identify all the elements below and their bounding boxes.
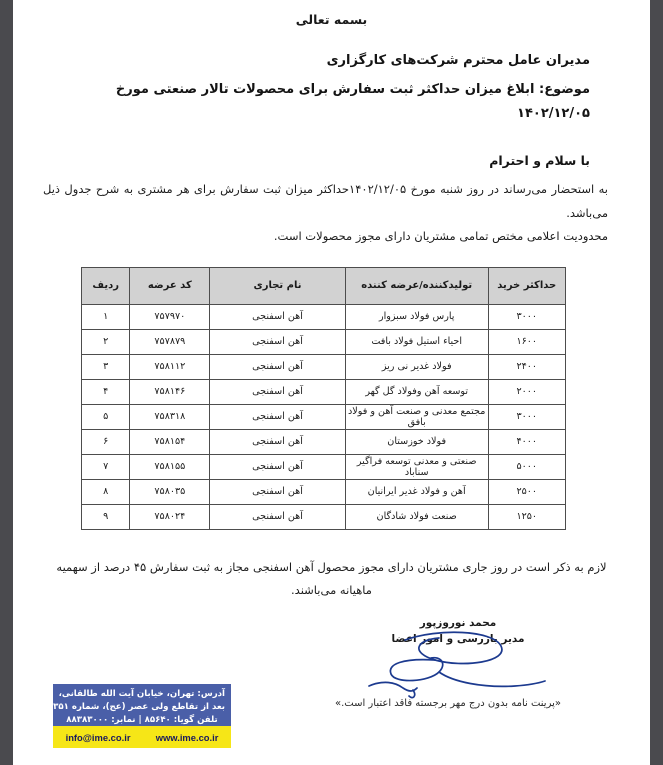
table-header-row: [82, 267, 566, 304]
cell-offer-code: ۷۵۷۸۷۹: [130, 329, 210, 354]
offers-table-body: [82, 304, 566, 529]
signature-block: [343, 616, 573, 648]
cell-row-number: ۴: [82, 379, 130, 404]
footer-website[interactable]: www.ime.co.ir: [155, 731, 219, 743]
letter-body: [13, 12, 650, 765]
cell-row-number: ۲: [82, 329, 130, 354]
cell-brand: آهن اسفنجی: [210, 404, 346, 429]
footer-email[interactable]: info@ime.co.ir: [65, 731, 131, 743]
cell-producer: مجتمع معدنی و صنعت آهن و فولاد بافق: [345, 404, 488, 429]
cell-brand: آهن اسفنجی: [210, 354, 346, 379]
table-row: [82, 504, 566, 529]
cell-max-purchase: ۱۲۵۰: [488, 504, 565, 529]
cell-max-purchase: ۴۰۰۰: [488, 429, 565, 454]
table-row: [82, 429, 566, 454]
cell-brand: آهن اسفنجی: [210, 504, 346, 529]
cell-producer: احیاء استیل فولاد بافت: [345, 329, 488, 354]
header-row-number: ردیف: [82, 267, 130, 304]
cell-max-purchase: ۳۰۰۰: [488, 304, 565, 329]
cell-offer-code: ۷۵۷۹۷۰: [130, 304, 210, 329]
intro-paragraph: [13, 178, 650, 249]
cell-max-purchase: ۲۵۰۰: [488, 479, 565, 504]
signer-name: محمد نوروزپور: [419, 616, 497, 629]
cell-offer-code: ۷۵۸۱۱۲: [130, 354, 210, 379]
cell-row-number: ۳: [82, 354, 130, 379]
intro-line-1: به استحضار می‌رساند در روز شنبه مورخ ۱۴۰۲/۱۲/۰۵حداکثر میزان ثبت سفارش برای هر مشتری به شرح جدول ذیل می‌باشد.: [43, 182, 608, 220]
offers-table-wrapper: [13, 267, 650, 530]
cell-producer: فولاد غدیر نی ریز: [345, 354, 488, 379]
cell-max-purchase: ۳۰۰۰: [488, 404, 565, 429]
cell-offer-code: ۷۵۸۰۲۴: [130, 504, 210, 529]
cell-brand: آهن اسفنجی: [210, 304, 346, 329]
footer-address-line-2: بعد از تقاطع ولی عصر (عج)، شماره ۳۵۱: [53, 701, 225, 712]
cell-row-number: ۶: [82, 429, 130, 454]
basmala-heading: بسمه تعالی: [295, 12, 368, 27]
header-brand: نام تجاری: [210, 267, 346, 304]
table-row: [82, 454, 566, 479]
cell-brand: آهن اسفنجی: [210, 379, 346, 404]
intro-line-2: محدودیت اعلامی مختص تمامی مشتریان دارای مجوز محصولات است.: [273, 229, 608, 244]
table-row: [82, 404, 566, 429]
cell-offer-code: ۷۵۸۱۵۴: [130, 429, 210, 454]
closing-paragraph: لازم به ذکر است در روز جاری مشتریان دارای مجوز محصول آهن اسفنجی مجاز به ثبت سفارش ۴۵ درصد از سهمیه ماهیانه می‌باشند.: [56, 559, 607, 597]
footer-address-line-1: آدرس: تهران، خیابان آیت الله طالقانی،: [58, 689, 225, 699]
cell-offer-code: ۷۵۸۱۵۵: [130, 454, 210, 479]
cell-producer: آهن و فولاد غدیر ایرانیان: [345, 479, 488, 504]
cell-offer-code: ۷۵۸۱۴۶: [130, 379, 210, 404]
cell-row-number: ۵: [82, 404, 130, 429]
footer-contact-panel: [53, 726, 231, 748]
cell-brand: آهن اسفنجی: [210, 329, 346, 354]
cell-row-number: ۸: [82, 479, 130, 504]
table-row: [82, 329, 566, 354]
addressee-line: مدیران عامل محترم شرکت‌های کارگزاری: [326, 53, 590, 68]
subject-line: موضوع: ابلاغ میزان حداکثر ثبت سفارش برای محصولات تالار صنعتی مورخ ۱۴۰۲/۱۲/۰۵: [115, 81, 590, 122]
cell-producer: پارس فولاد سبزوار: [345, 304, 488, 329]
offers-table-head: [82, 267, 566, 304]
cell-producer: فولاد خوزستان: [345, 429, 488, 454]
signer-title: مدیر بازرسی و امور اعضا: [391, 632, 525, 645]
cell-max-purchase: ۲۰۰۰: [488, 379, 565, 404]
cell-offer-code: ۷۵۸۳۱۸: [130, 404, 210, 429]
header-offer-code: کد عرضه: [130, 267, 210, 304]
cell-max-purchase: ۱۶۰۰: [488, 329, 565, 354]
header-producer: تولیدکننده/عرضه کننده: [345, 267, 488, 304]
cell-row-number: ۱: [82, 304, 130, 329]
cell-offer-code: ۷۵۸۰۳۵: [130, 479, 210, 504]
document-page: [13, 0, 650, 765]
table-row: [82, 379, 566, 404]
table-row: [82, 354, 566, 379]
greeting-line: با سلام و احترام: [489, 153, 590, 169]
cell-brand: آهن اسفنجی: [210, 454, 346, 479]
addressee-block: [13, 49, 650, 127]
page-footer: [13, 684, 650, 748]
cell-row-number: ۹: [82, 504, 130, 529]
cell-producer: صنعتی و معدنی توسعه فراگیر سناباد: [345, 454, 488, 479]
footer-disclaimer: «پرینت نامه بدون درج مهر برجسته فاقد اعتبار است.»: [334, 698, 561, 709]
cell-max-purchase: ۲۴۰۰: [488, 354, 565, 379]
cell-max-purchase: ۵۰۰۰: [488, 454, 565, 479]
table-row: [82, 304, 566, 329]
header-max-purchase: حداکثر خرید: [488, 267, 565, 304]
footer-address-panel: [53, 684, 231, 726]
cell-brand: آهن اسفنجی: [210, 479, 346, 504]
cell-row-number: ۷: [82, 454, 130, 479]
footer-address-line-3: تلفن گویا: ۸۵۶۴۰ | نمابر: ۸۸۳۸۳۰۰۰: [66, 714, 218, 725]
table-row: [82, 479, 566, 504]
cell-producer: توسعه آهن وفولاد گل گهر: [345, 379, 488, 404]
cell-producer: صنعت فولاد شادگان: [345, 504, 488, 529]
offers-table: [81, 267, 566, 530]
cell-brand: آهن اسفنجی: [210, 429, 346, 454]
